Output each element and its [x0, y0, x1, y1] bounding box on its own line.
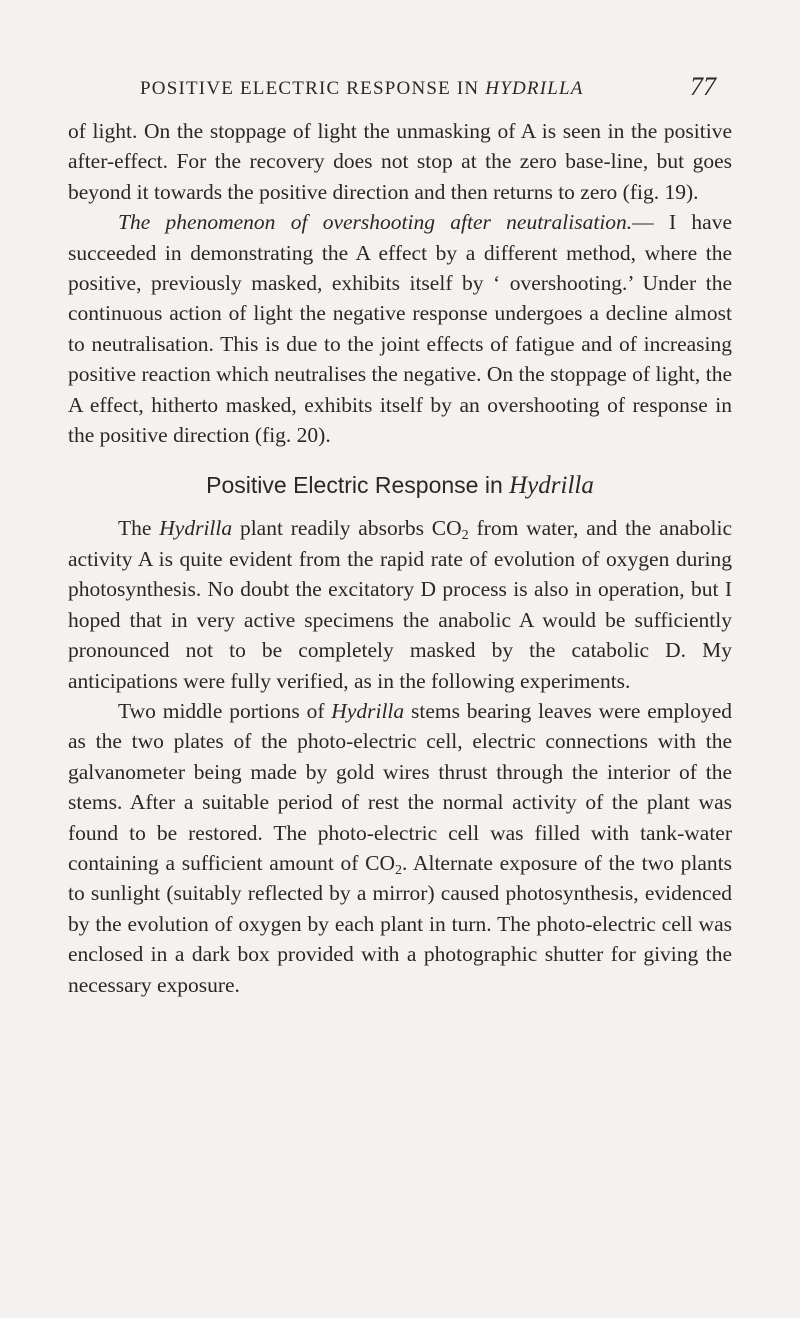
paragraph-overshooting	[68, 207, 732, 450]
paragraph-overshooting-text: — I have succeeded in demonstrating the A effect by a different method, where the positive, previously masked, exhibits itself by ‘ overshooting.’ Under the continuous action of light the negative response undergoes a decline almost to neutralisation. This is due to the joint effects of fatigue and of increasing positive reaction which neutralises the negative. On the stoppage of light, the A effect, hitherto masked, exhibits itself by an overshooting of response in the positive direction (fig. 20).	[68, 210, 732, 448]
paragraph-hydrilla-intro	[68, 513, 732, 695]
section-heading-roman: Positive Electric Response in	[206, 472, 510, 499]
paragraph-continuation	[68, 116, 732, 207]
co2-subscript: 2	[461, 528, 469, 544]
paragraph-experiment-italic: Hydrilla	[331, 698, 405, 723]
running-head	[0, 72, 800, 108]
section-heading-italic: Hydrilla	[509, 472, 594, 500]
paragraph-hydrilla-intro-c: from water, and the anabolic activity A is quite evident from the rapid rate of evolution of oxygen during photosynthesis. No doubt the excitatory D process is also in operation, but I hoped that in very active specimens the anabolic A would be sufficiently pronounced not to be completely masked by the catabolic D. My anticipations were fully verified, as in the following experiments.	[68, 516, 732, 693]
paragraph-experiment	[68, 696, 732, 1000]
paragraph-experiment-c: . Alternate exposure of the two plants to sunlight (suitably reflected by a mirror) caused photosynthesis, evidenced by the evolution of oxygen by each plant in turn. The photo-electric cell was enclosed in a dark box provided with a photographic shutter for giving the necessary exposure.	[68, 850, 732, 997]
paragraph-hydrilla-intro-italic: Hydrilla	[159, 516, 233, 541]
page-number: 77	[690, 72, 716, 101]
page-body	[68, 116, 732, 1000]
paragraph-hydrilla-intro-b: plant readily absorbs CO	[232, 516, 462, 541]
running-title-roman: POSITIVE ELECTRIC RESPONSE IN	[140, 78, 486, 99]
paragraph-continuation-text: of light. On the stoppage of light the unmasking of A is seen in the positive after-effect. For the recovery does not stop at the zero base-line, but goes beyond it towards the positive direction and then returns to zero (fig. 19).	[68, 119, 732, 204]
section-heading	[68, 470, 732, 501]
paragraph-experiment-b: stems bearing leaves were employed as the two plates of the photo-electric cell, electric connections with the galvanometer being made by gold wires thrust through the interior of the stems. After a suitable period of rest the normal activity of the plant was found to be restored. The photo-electric cell was filled with tank-water containing a sufficient amount of CO	[68, 698, 732, 875]
running-title-italic: HYDRILLA	[485, 78, 584, 99]
paragraph-experiment-a: Two middle portions of	[118, 698, 332, 723]
co2-subscript: 2	[395, 862, 403, 878]
paragraph-hydrilla-intro-a: The	[118, 516, 160, 541]
paragraph-overshooting-lead: The phenomenon of overshooting after neutralisation.	[118, 210, 633, 235]
running-title	[140, 78, 584, 100]
